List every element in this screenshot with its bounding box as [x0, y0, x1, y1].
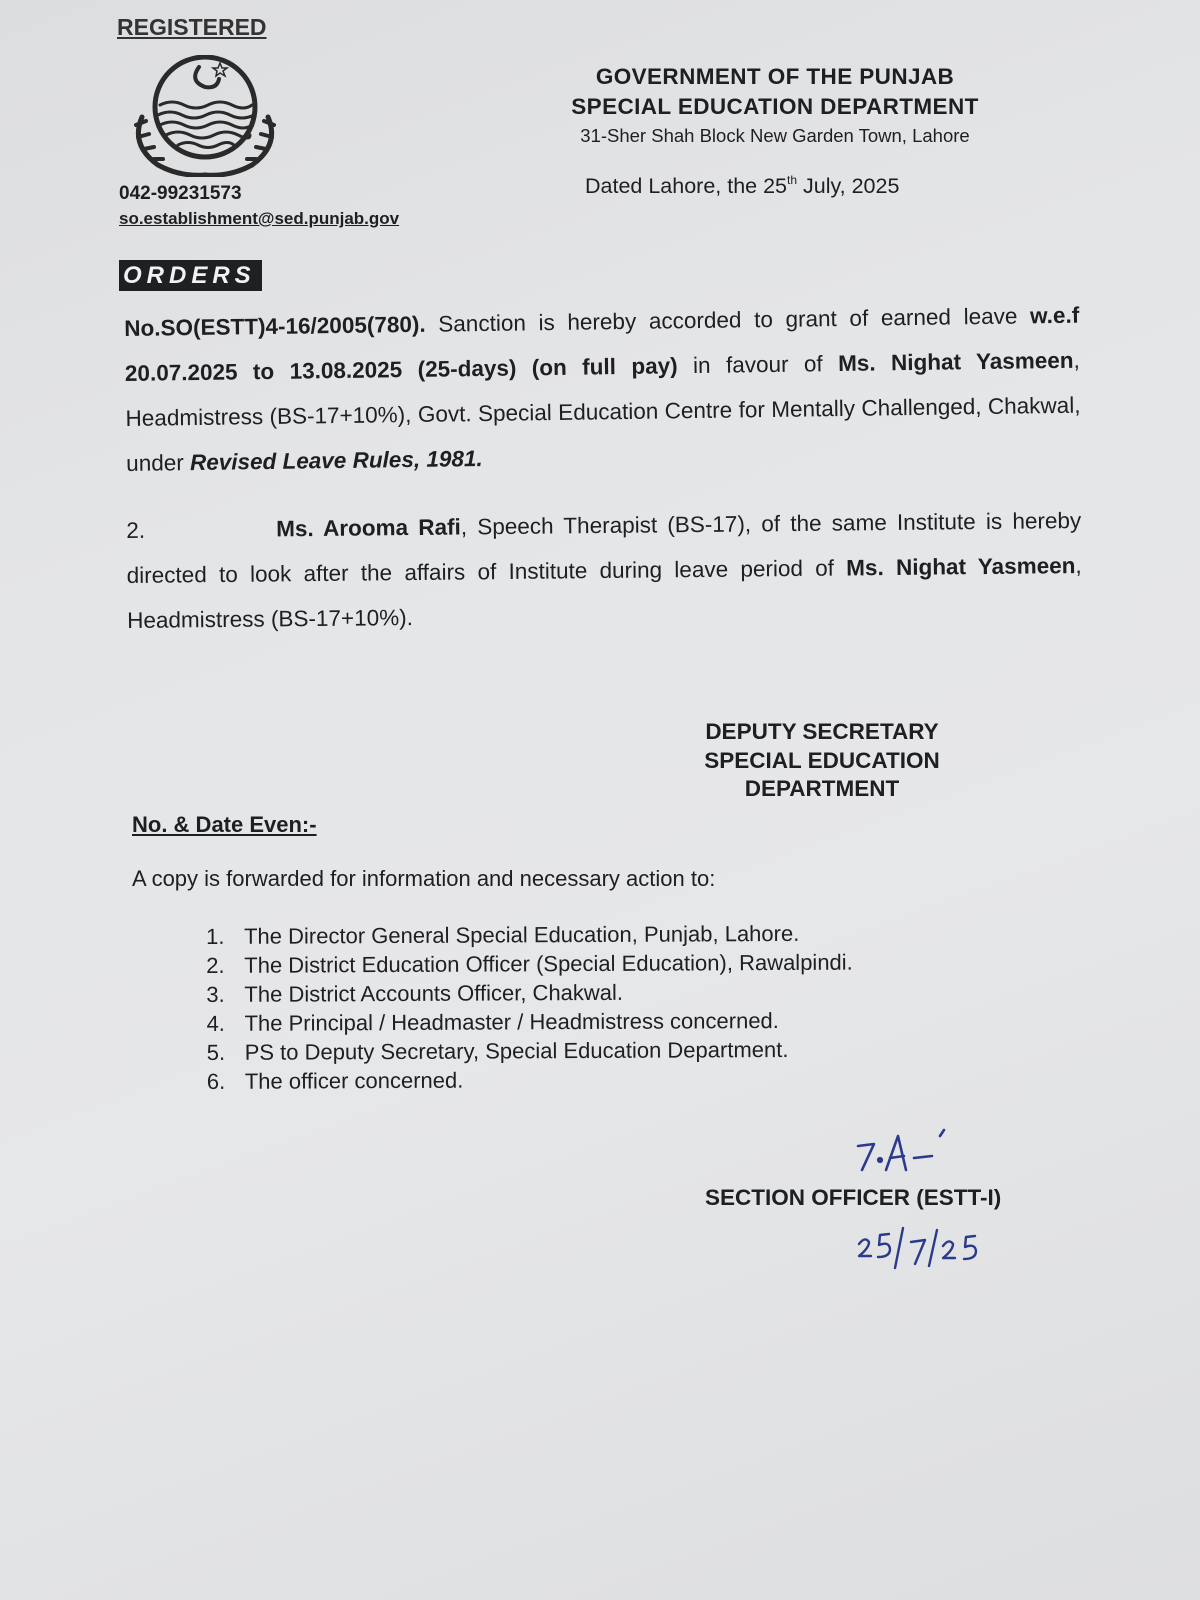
list-item: 6. The officer concerned.	[206, 1067, 464, 1094]
list-item: 4. The Principal / Headmaster / Headmistress concerned.	[206, 1008, 779, 1036]
order-reference: No.SO(ESTT)4-16/2005(780).	[124, 311, 426, 341]
department-address: 31-Sher Shah Block New Garden Town, Lahore	[580, 125, 970, 146]
government-title: GOVERNMENT OF THE PUNJAB	[595, 64, 955, 89]
paragraph-number: 2.	[126, 517, 146, 543]
punjab-government-emblem-icon	[128, 55, 283, 177]
order-paragraph-2: 2. Ms. Arooma Rafi, Speech Therapist (BS-17), of the same Institute is hereby directed to look after the affairs of Institute during leave period of Ms. Nighat Yasmeen, Headmistress (BS-17+10%).	[126, 507, 1082, 633]
officer-name: Ms. Arooma Rafi	[276, 514, 461, 542]
distribution-list	[206, 919, 853, 1096]
orders-heading: ORDERS	[119, 260, 262, 291]
handwritten-date	[855, 1222, 995, 1274]
leave-dates: w.e.f 20.07.2025 to 13.08.2025 (25-days) (on full pay)	[124, 302, 1080, 386]
dated-line: Dated Lahore, the 25th July, 2025	[585, 173, 900, 198]
list-item: 5. PS to Deputy Secretary, Special Education Department.	[206, 1036, 789, 1065]
section-officer-signatory: SECTION OFFICER (ESTT-I)	[705, 1185, 1002, 1210]
deputy-secretary-signatory: DEPUTY SECRETARY SPECIAL EDUCATION DEPARTMENT	[704, 719, 940, 801]
list-item: 3. The District Accounts Officer, Chakwal.	[206, 979, 624, 1007]
department-title: SPECIAL EDUCATION DEPARTMENT	[571, 94, 979, 119]
officer-name: Ms. Nighat Yasmeen	[846, 553, 1076, 581]
email-link[interactable]: so.establishment@sed.punjab.gov	[119, 209, 400, 228]
officer-name: Ms. Nighat Yasmeen	[837, 347, 1074, 377]
letterhead	[540, 62, 1010, 150]
copy-forward-intro: A copy is forwarded for information and necessary action to:	[132, 866, 716, 891]
registered-label: REGISTERED	[117, 14, 267, 40]
phone-number: 042-99231573	[119, 183, 242, 204]
handwritten-initials	[852, 1126, 972, 1176]
order-paragraph-1: No.SO(ESTT)4-16/2005(780). Sanction is hereby accorded to grant of earned leave w.e.f 20.07.2025 to 13.08.2025 (25-days) (on full pay) in favour of Ms. Nighat Yasmeen, Headmistress (BS-17+10%), Govt. Special Education Centre for Mentally Challenged, Chakwal, under Revised Leave Rules, 1981.	[124, 302, 1081, 476]
number-date-even: No. & Date Even:-	[132, 812, 317, 837]
list-item: 2. The District Education Officer (Special Education), Rawalpindi.	[206, 949, 853, 978]
list-item: 1. The Director General Special Education, Punjab, Lahore.	[206, 920, 800, 949]
leave-rules: Revised Leave Rules, 1981.	[189, 446, 483, 476]
